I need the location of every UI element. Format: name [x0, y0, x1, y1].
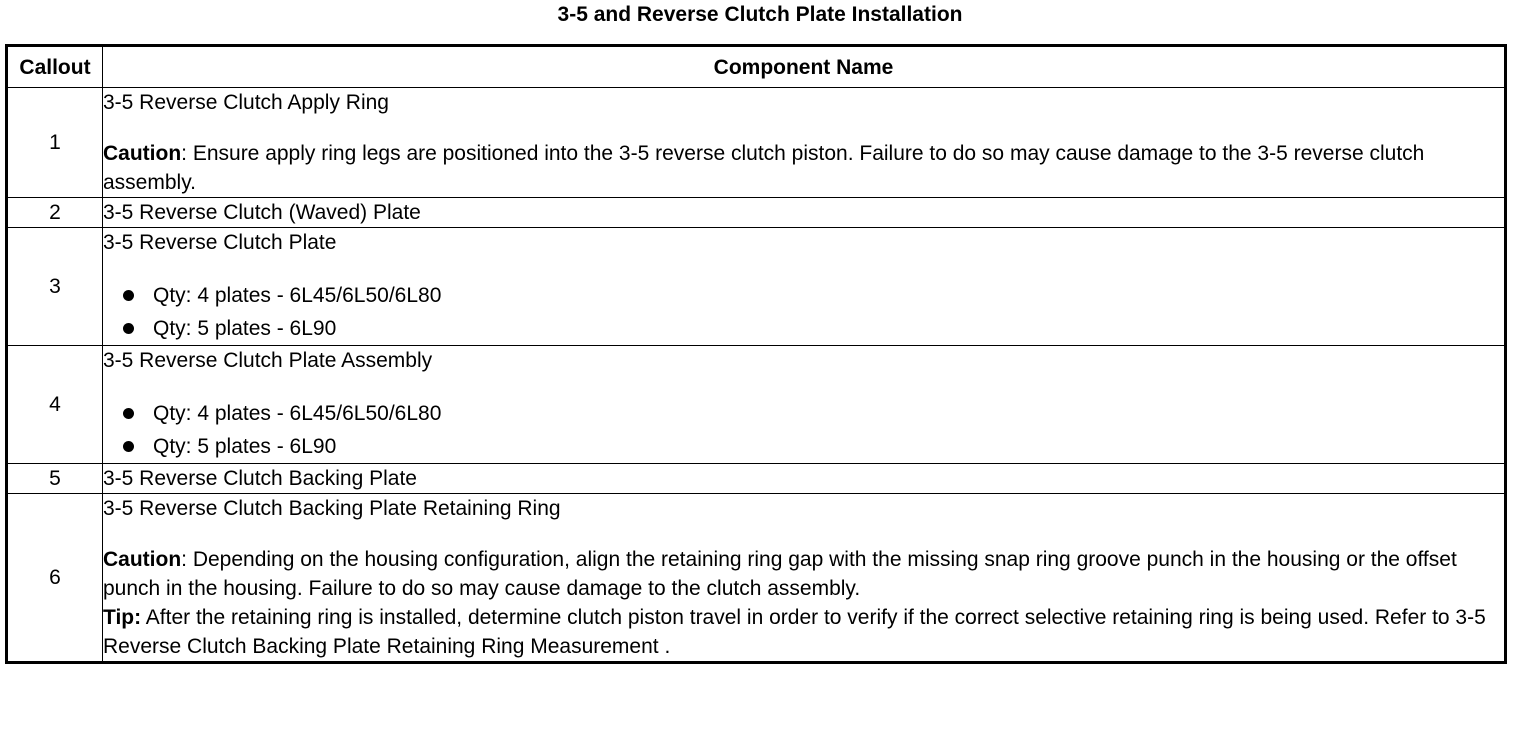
quantity-text: Qty: 4 plates - 6L45/6L50/6L80	[153, 284, 442, 307]
tip-note	[103, 603, 1504, 661]
table-row	[7, 88, 1506, 198]
list-item	[123, 397, 1504, 430]
component-cell	[103, 494, 1506, 663]
caution-label: Caution	[103, 548, 182, 571]
component-name: 3-5 Reverse Clutch Backing Plate Retaining Ring	[103, 497, 561, 520]
callout-number: 2	[7, 198, 103, 228]
component-cell	[103, 88, 1506, 198]
table-header-row	[7, 46, 1506, 88]
component-name: 3-5 Reverse Clutch Plate Assembly	[103, 349, 433, 372]
quantity-list	[103, 397, 1504, 463]
component-name: 3-5 Reverse Clutch Apply Ring	[103, 91, 389, 114]
component-name: 3-5 Reverse Clutch Plate	[103, 231, 337, 254]
callout-column-header: Callout	[7, 46, 103, 88]
callout-number: 6	[7, 494, 103, 663]
bullet-icon	[123, 408, 134, 419]
table-row	[7, 346, 1506, 464]
callout-number: 4	[7, 346, 103, 464]
list-item	[123, 279, 1504, 312]
caution-label: Caution	[103, 142, 182, 165]
tip-text: After the retaining ring is installed, determine clutch piston travel in order to verify if the correct selective retaining ring is being used. Refer to 3-5 Reverse Clutch Backing Plate Retaining Ring Measurement .	[103, 606, 1486, 658]
callout-number: 5	[7, 464, 103, 494]
quantity-list	[103, 279, 1504, 345]
caution-text: : Depending on the housing configuration, align the retaining ring gap with the missing snap ring groove punch in the housing or the offset punch in the housing. Failure to do so may cause damage to the clutch assembly.	[103, 548, 1457, 600]
list-item	[123, 312, 1504, 345]
table-row	[7, 228, 1506, 346]
caution-note	[103, 139, 1504, 197]
bullet-icon	[123, 441, 134, 452]
callout-number: 1	[7, 88, 103, 198]
components-table	[5, 44, 1507, 664]
component-cell	[103, 346, 1506, 464]
component-cell	[103, 198, 1506, 228]
bullet-icon	[123, 323, 134, 334]
list-item	[123, 430, 1504, 463]
document-title: 3-5 and Reverse Clutch Plate Installation	[557, 3, 963, 26]
bullet-icon	[123, 290, 134, 301]
component-name: 3-5 Reverse Clutch Backing Plate	[103, 467, 417, 490]
component-name: 3-5 Reverse Clutch (Waved) Plate	[103, 201, 421, 224]
callout-number: 3	[7, 228, 103, 346]
quantity-text: Qty: 5 plates - 6L90	[153, 317, 337, 340]
table-row	[7, 494, 1506, 663]
quantity-text: Qty: 4 plates - 6L45/6L50/6L80	[153, 402, 442, 425]
tip-label: Tip:	[103, 606, 142, 629]
component-column-header: Component Name	[103, 46, 1506, 88]
caution-note	[103, 545, 1504, 603]
table-row	[7, 198, 1506, 228]
quantity-text: Qty: 5 plates - 6L90	[153, 435, 337, 458]
table-row	[7, 464, 1506, 494]
caution-text: : Ensure apply ring legs are positioned into the 3-5 reverse clutch piston. Failure to do so may cause damage to the 3-5 reverse clutch assembly.	[103, 142, 1425, 194]
component-cell	[103, 228, 1506, 346]
component-cell	[103, 464, 1506, 494]
